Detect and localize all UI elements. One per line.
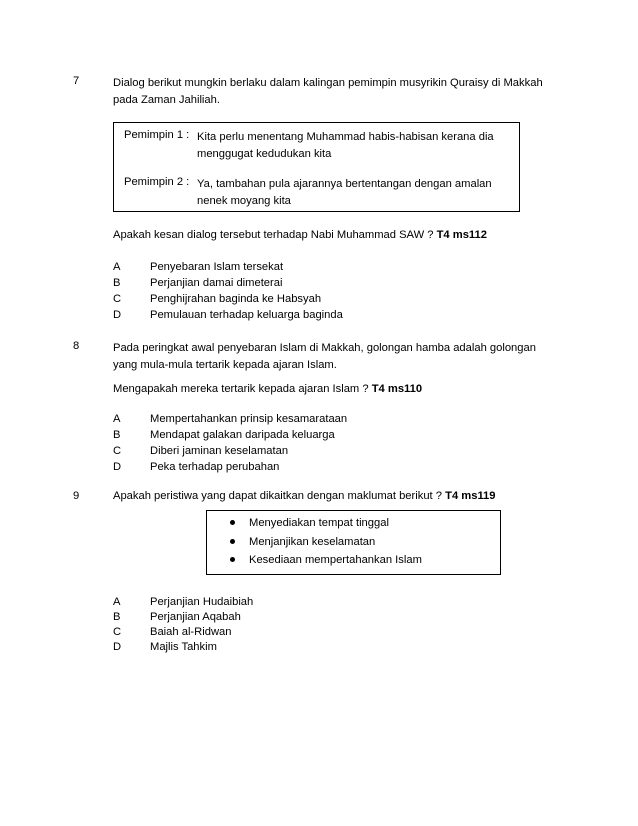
option-letter: C bbox=[113, 626, 122, 638]
question-8-stem: Pada peringkat awal penyebaran Islam di Makkah, golongan hamba adalah golongan yang mula-mula tertarik kepada ajaran Islam. bbox=[113, 342, 536, 371]
dialog-speaker-2: Pemimpin 2 : bbox=[124, 176, 190, 188]
option-text: Mendapat galakan daripada keluarga bbox=[150, 429, 335, 441]
option-letter: A bbox=[113, 596, 121, 608]
bullet-item: Kesediaan mempertahankan Islam bbox=[230, 554, 422, 566]
question-8-number: 8 bbox=[73, 340, 80, 352]
option-text: Perjanjian Hudaibiah bbox=[150, 596, 254, 608]
question-9-prompt: Apakah peristiwa yang dapat dikaitkan dengan maklumat berikut ? T4 ms119 bbox=[113, 490, 496, 502]
bullet-item: Menjanjikan keselamatan bbox=[230, 536, 375, 548]
option-letter: B bbox=[113, 611, 121, 623]
dialog-line-1: Kita perlu menentang Muhammad habis-habisan kerana dia menggugat kedudukan kita bbox=[197, 131, 494, 160]
option-text: Pemulauan terhadap keluarga baginda bbox=[150, 309, 343, 321]
dialog-line-2: Ya, tambahan pula ajarannya bertentangan dengan amalan nenek moyang kita bbox=[197, 178, 492, 207]
question-9-ref: T4 ms119 bbox=[445, 490, 496, 502]
dialog-box bbox=[113, 122, 520, 212]
option-letter: C bbox=[113, 445, 122, 457]
option-letter: A bbox=[113, 261, 121, 273]
option-text: Perjanjian damai dimeterai bbox=[150, 277, 283, 289]
question-9-number: 9 bbox=[73, 490, 80, 502]
bullet-item: Menyediakan tempat tinggal bbox=[230, 517, 389, 529]
option-text: Penghijrahan baginda ke Habsyah bbox=[150, 293, 322, 305]
option-text: Mempertahankan prinsip kesamarataan bbox=[150, 413, 348, 425]
question-7-prompt: Apakah kesan dialog tersebut terhadap Nabi Muhammad SAW ? T4 ms112 bbox=[113, 229, 487, 241]
option-letter: D bbox=[113, 461, 122, 473]
question-8-prompt: Mengapakah mereka tertarik kepada ajaran Islam ? T4 ms110 bbox=[113, 383, 423, 395]
question-7-ref: T4 ms112 bbox=[436, 229, 487, 241]
bullet-icon bbox=[230, 539, 235, 544]
question-7-stem: Dialog berikut mungkin berlaku dalam kalingan pemimpin musyrikin Quraisy di Makkah pada Zaman Jahiliah. bbox=[113, 77, 543, 106]
option-text: Majlis Tahkim bbox=[150, 641, 217, 653]
option-letter: D bbox=[113, 309, 122, 321]
option-letter: C bbox=[113, 293, 122, 305]
question-8-ref: T4 ms110 bbox=[371, 383, 423, 395]
question-7-number: 7 bbox=[73, 75, 80, 87]
dialog-speaker-1: Pemimpin 1 : bbox=[124, 129, 190, 141]
option-text: Peka terhadap perubahan bbox=[150, 461, 280, 473]
option-text: Diberi jaminan keselamatan bbox=[150, 445, 289, 457]
option-letter: D bbox=[113, 641, 122, 653]
bullet-icon bbox=[230, 557, 235, 562]
option-text: Perjanjian Aqabah bbox=[150, 611, 241, 623]
option-text: Baiah al-Ridwan bbox=[150, 626, 232, 638]
option-text: Penyebaran Islam tersekat bbox=[150, 261, 284, 273]
option-letter: A bbox=[113, 413, 121, 425]
option-letter: B bbox=[113, 429, 121, 441]
option-letter: B bbox=[113, 277, 121, 289]
bullet-icon bbox=[230, 520, 235, 525]
